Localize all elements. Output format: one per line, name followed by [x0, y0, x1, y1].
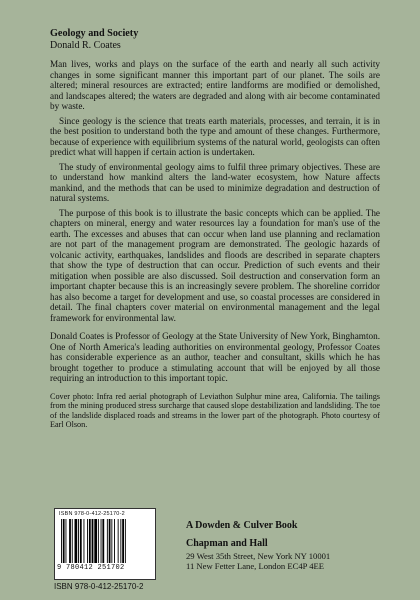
blurb — [50, 28, 380, 438]
publisher-name: Chapman and Hall — [186, 538, 268, 549]
paragraph-geology: Since geology is the science that treats earth materials, processes, and terrain, it is in the best position to understand both the type and amount of these changes. Furthermore, because of experience with equilibrium systems of the natural world, geologists can often predict what will happen if certain action is undertaken. — [50, 115, 380, 157]
barcode-digits: 9 780412 251702 — [57, 564, 125, 572]
barcode-isbn-label: ISBN 978-0-412-25170-2 — [59, 511, 125, 517]
author-bio: Donald Coates is Professor of Geology at the State University of New York, Binghamton. One of North America's leading authorities on environmental geology, Professor Coates has considerable experience as an author, teacher and consultant, skills which he has brought together to produce a stimulating account that will be enjoyed by all those requiring an introduction to this important topic. — [50, 331, 380, 383]
cover-photo-credit: Cover photo: Infra red aerial photograph of Leviathon Sulphur mine area, California. The tailings from the mining produced stress surcharge that caused slope destabilization and landsliding. The toe of the landslide displaced roads and streams in the lower part of the photograph. Photo courtesy of Earl Olson. — [50, 391, 380, 430]
publisher-series: A Dowden & Culver Book — [186, 520, 298, 531]
isbn-text: ISBN 978-0-412-25170-2 — [54, 582, 144, 591]
paragraph-intro: Man lives, works and plays on the surface of the earth and nearly all such activity changes in some significant manner this important part of our planet. The soils are altered; mineral resources are extracted; entire landforms are modified or demolished, and landscapes altered; the waters are degraded and along with air become contaminated by waste. — [50, 59, 380, 111]
book-title: Geology and Society — [50, 28, 139, 39]
paragraph-objectives: The study of environmental geology aims to fulfil three primary objectives. These are to understand how mankind alters the land-water ecosystem, how Nature affects mankind, and the methods that can be used to minimize degradation and destruction of natural systems. — [50, 161, 380, 203]
barcode — [54, 508, 156, 580]
paragraph-purpose: The purpose of this book is to illustrate the basic concepts which can be applied. The chapters on mineral, energy and water resources lay a foundation for man's use of the earth. The excesses and abuses that can occur when land use planning and reclamation are not part of the management program are demonstrated. The geologic hazards of volcanic activity, earthquakes, landslides and floods are described in separate chapters that show the type of destruction that can occur. Prediction of such events and their mitigation when possible are also discussed. Soil destruction and conservation form an important chapter because this is an increasingly severe problem. The shoreline corridor has also become a target for development and use, so coastal processes are considered in detail. The final chapters cover material on environmental management and the legal framework for environmental law. — [50, 207, 380, 323]
publisher-address-us: 29 West 35th Street, New York NY 10001 — [186, 551, 331, 561]
publisher-block — [186, 520, 406, 571]
book-author: Donald R. Coates — [50, 40, 121, 51]
barcode-bars — [61, 519, 151, 563]
publisher-address-uk: 11 New Fetter Lane, London EC4P 4EE — [186, 561, 325, 571]
